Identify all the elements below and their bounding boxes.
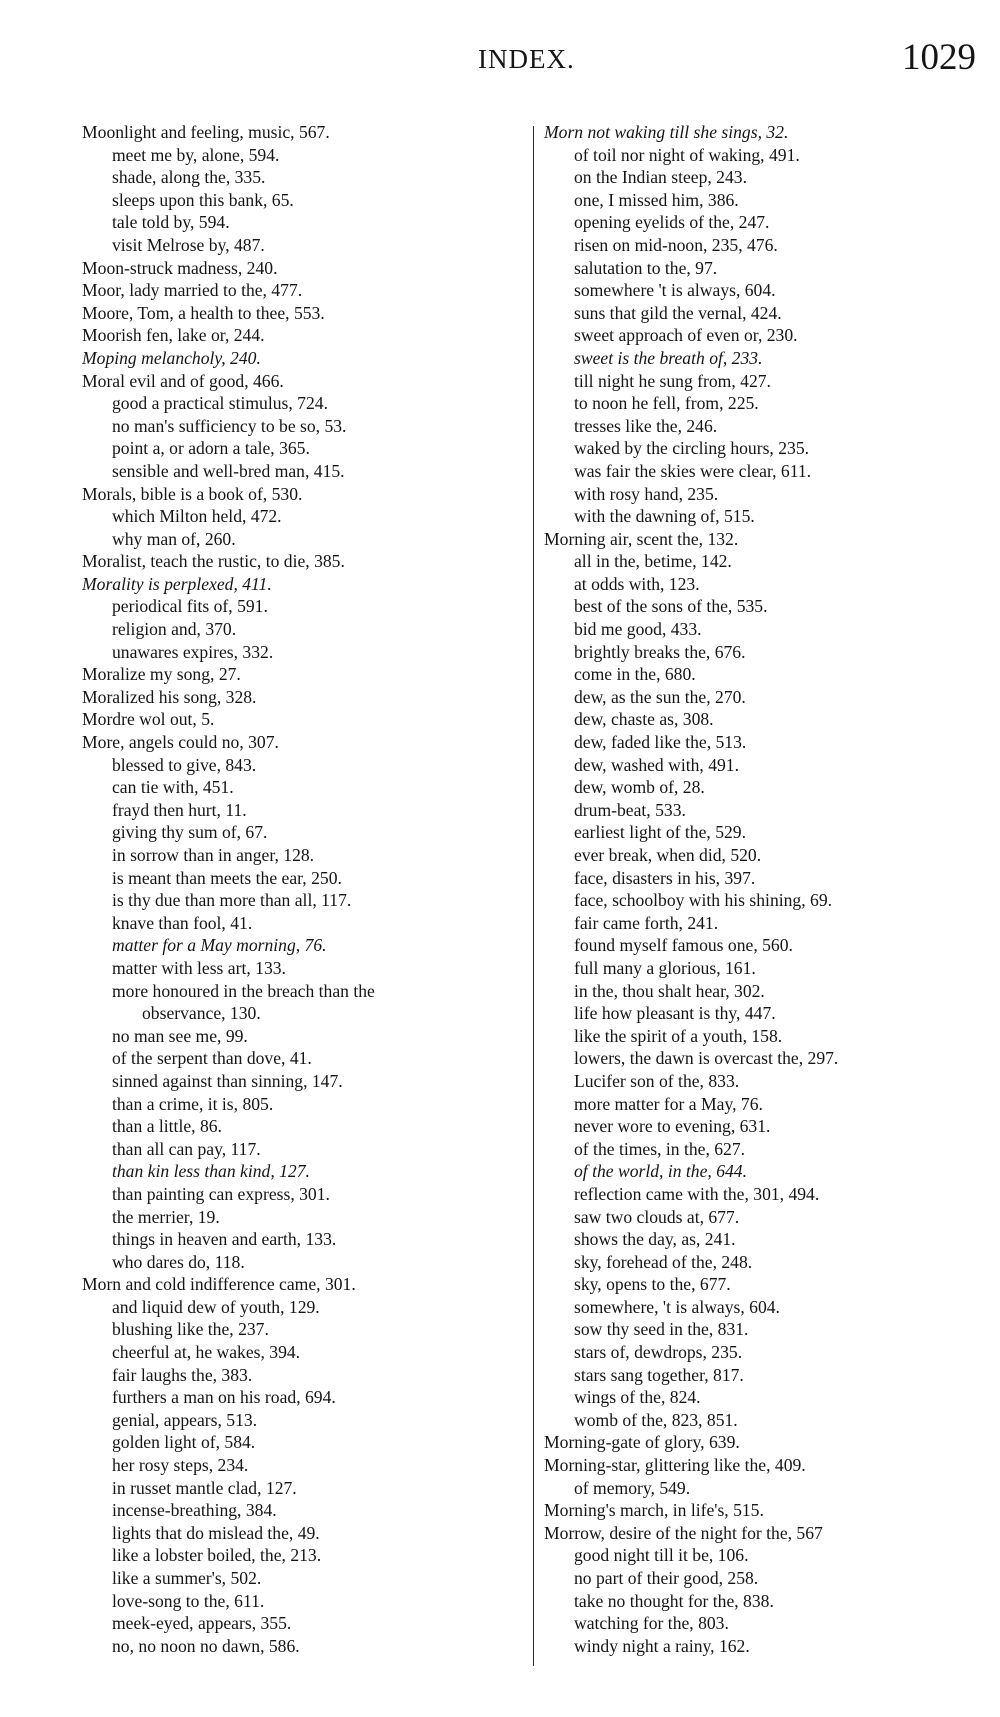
index-entry: things in heaven and earth, 133. [112, 1229, 337, 1250]
index-entry: with rosy hand, 235. [574, 483, 719, 504]
index-entry: Morning-star, glittering like the, 409. [544, 1455, 806, 1476]
index-entry: like the spirit of a youth, 158. [574, 1025, 783, 1046]
index-entry: Morn and cold indifference came, 301. [82, 1274, 356, 1295]
index-entry: bid me good, 433. [574, 619, 702, 640]
index-entry: of toil nor night of waking, 491. [574, 144, 800, 165]
index-entry: Moralist, teach the rustic, to die, 385. [82, 551, 345, 572]
index-entry: with the dawning of, 515. [574, 506, 755, 527]
index-entry: sweet approach of even or, 230. [574, 325, 798, 346]
index-entry: lights that do mislead the, 49. [112, 1522, 320, 1543]
index-entry: shows the day, as, 241. [574, 1229, 736, 1250]
index-entry: love-song to the, 611. [112, 1590, 265, 1611]
index-entry: earliest light of the, 529. [574, 822, 746, 843]
index-entry: sky, opens to the, 677. [574, 1274, 731, 1295]
index-entry: more matter for a May, 76. [574, 1093, 763, 1114]
index-entry: Morning's march, in life's, 515. [544, 1500, 764, 1521]
index-entry: golden light of, 584. [112, 1432, 256, 1453]
index-entry: Morning air, scent the, 132. [544, 528, 739, 549]
index-entry: than all can pay, 117. [112, 1138, 261, 1159]
index-entry: Moral evil and of good, 466. [82, 370, 284, 391]
index-entry: More, angels could no, 307. [82, 732, 279, 753]
index-entry: sweet is the breath of, 233. [574, 347, 763, 368]
index-entry: saw two clouds at, 677. [574, 1206, 740, 1227]
index-entry: visit Melrose by, 487. [112, 234, 265, 255]
index-entry: Moralize my song, 27. [82, 664, 241, 685]
index-entry: observance, 130. [142, 1003, 261, 1024]
index-entry: sleeps upon this bank, 65. [112, 189, 294, 210]
page-header-title: INDEX. [478, 44, 575, 74]
index-entry: why man of, 260. [112, 528, 236, 549]
index-entry: brightly breaks the, 676. [574, 641, 746, 662]
index-entry: Moralized his song, 328. [82, 686, 257, 707]
index-entry: opening eyelids of the, 247. [574, 212, 770, 233]
index-entry: wings of the, 824. [574, 1387, 701, 1408]
index-entry: good a practical stimulus, 724. [112, 393, 328, 414]
index-entry: Mordre wol out, 5. [82, 709, 215, 730]
index-entry: Morrow, desire of the night for the, 567 [544, 1522, 823, 1543]
index-entry: like a lobster boiled, the, 213. [112, 1545, 322, 1566]
index-entry: sensible and well-bred man, 415. [112, 460, 345, 481]
index-entry: than a little, 86. [112, 1116, 222, 1137]
index-entry: furthers a man on his road, 694. [112, 1387, 336, 1408]
index-entry: in sorrow than in anger, 128. [112, 845, 315, 865]
index-entry: Moonlight and feeling, music, 567. [82, 122, 330, 142]
index-entry: her rosy steps, 234. [112, 1455, 249, 1476]
index-entry: is thy due than more than all, 117. [112, 890, 352, 911]
index-entry: at odds with, 123. [574, 573, 700, 594]
index-entry: waked by the circling hours, 235. [574, 438, 810, 459]
index-entry: of the world, in the, 644. [574, 1161, 747, 1182]
index-entry: more honoured in the breach than the [112, 980, 375, 1001]
index-entry: periodical fits of, 591. [112, 596, 268, 617]
index-entry: salutation to the, 97. [574, 257, 718, 278]
index-entry: windy night a rainy, 162. [574, 1635, 750, 1656]
column-divider [533, 126, 534, 1666]
index-entry: come in the, 680. [574, 664, 696, 685]
index-entry: meek-eyed, appears, 355. [112, 1613, 292, 1634]
index-entry: Moping melancholy, 240. [82, 347, 261, 368]
index-entry: which Milton held, 472. [112, 506, 282, 527]
index-entry: dew, chaste as, 308. [574, 709, 714, 730]
index-entry: all in the, betime, 142. [574, 551, 732, 572]
index-entry: matter for a May morning, 76. [112, 935, 327, 956]
index-entry: dew, womb of, 28. [574, 777, 705, 798]
index-entry: incense-breathing, 384. [112, 1500, 277, 1521]
index-entry: womb of the, 823, 851. [574, 1409, 738, 1430]
index-entry: to noon he fell, from, 225. [574, 393, 759, 414]
index-entry: Lucifer son of the, 833. [574, 1070, 740, 1091]
index-entry: risen on mid-noon, 235, 476. [574, 234, 778, 255]
index-entry: full many a glorious, 161. [574, 957, 756, 978]
index-entry: Morning-gate of glory, 639. [544, 1432, 740, 1453]
index-entry: can tie with, 451. [112, 777, 234, 798]
index-entry: drum-beat, 533. [574, 799, 686, 820]
index-entry: till night he sung from, 427. [574, 370, 771, 391]
index-entry: and liquid dew of youth, 129. [112, 1296, 320, 1317]
index-entry: like a summer's, 502. [112, 1568, 262, 1588]
index-entry: of the times, in the, 627. [574, 1138, 746, 1159]
index-entry: face, disasters in his, 397. [574, 867, 756, 888]
index-entry: on the Indian steep, 243. [574, 167, 747, 188]
index-entry: found myself famous one, 560. [574, 935, 793, 956]
index-entry: in the, thou shalt hear, 302. [574, 980, 765, 1001]
index-entry: in russet mantle clad, 127. [112, 1477, 297, 1498]
index-entry: somewhere 't is always, 604. [574, 280, 776, 301]
index-entry: fair came forth, 241. [574, 912, 719, 933]
index-entry: tresses like the, 246. [574, 415, 718, 436]
index-entry: the merrier, 19. [112, 1206, 220, 1227]
index-entry: Morals, bible is a book of, 530. [82, 483, 303, 504]
index-entry: no man's sufficiency to be so, 53. [112, 415, 347, 436]
index-entry: Moor, lady married to the, 477. [82, 280, 303, 301]
index-entry: Morn not waking till she sings, 32. [544, 122, 789, 142]
index-entry: than painting can express, 301. [112, 1183, 330, 1204]
index-entry: dew, faded like the, 513. [574, 732, 747, 753]
index-column-right [544, 121, 964, 1657]
index-entry: face, schoolboy with his shining, 69. [574, 890, 833, 911]
index-entry: genial, appears, 513. [112, 1409, 258, 1430]
index-entry: than a crime, it is, 805. [112, 1093, 274, 1114]
index-entry: religion and, 370. [112, 619, 237, 640]
index-entry: ever break, when did, 520. [574, 845, 762, 865]
index-entry: no part of their good, 258. [574, 1568, 759, 1588]
index-entry: of memory, 549. [574, 1477, 691, 1498]
index-entry: never wore to evening, 631. [574, 1116, 771, 1137]
index-entry: Morality is perplexed, 411. [82, 573, 272, 594]
index-entry: knave than fool, 41. [112, 912, 253, 933]
index-entry: suns that gild the vernal, 424. [574, 302, 782, 323]
page-number: 1029 [902, 37, 976, 78]
index-entry: shade, along the, 335. [112, 167, 266, 188]
index-entry: stars of, dewdrops, 235. [574, 1342, 743, 1363]
index-entry: one, I missed him, 386. [574, 189, 739, 210]
index-entry: matter with less art, 133. [112, 957, 286, 978]
index-entry: watching for the, 803. [574, 1613, 729, 1634]
index-entry: tale told by, 594. [112, 212, 230, 233]
index-entry: sky, forehead of the, 248. [574, 1251, 753, 1272]
index-entry: somewhere, 't is always, 604. [574, 1296, 780, 1317]
index-entry: dew, as the sun the, 270. [574, 686, 746, 707]
index-entry: giving thy sum of, 67. [112, 822, 268, 843]
index-entry: no man see me, 99. [112, 1025, 248, 1046]
index-entry: unawares expires, 332. [112, 641, 274, 662]
index-entry: blessed to give, 843. [112, 754, 257, 775]
index-entry: Moore, Tom, a health to thee, 553. [82, 302, 325, 323]
index-entry: life how pleasant is thy, 447. [574, 1003, 776, 1024]
index-entry: is meant than meets the ear, 250. [112, 867, 342, 888]
index-entry: take no thought for the, 838. [574, 1590, 774, 1611]
index-entry: sow thy seed in the, 831. [574, 1319, 749, 1340]
index-entry: reflection came with the, 301, 494. [574, 1183, 820, 1204]
index-entry: no, no noon no dawn, 586. [112, 1635, 300, 1656]
index-entry: meet me by, alone, 594. [112, 144, 280, 165]
index-entry: who dares do, 118. [112, 1251, 245, 1272]
index-entry: of the serpent than dove, 41. [112, 1048, 312, 1069]
index-entry: cheerful at, he wakes, 394. [112, 1342, 301, 1363]
index-column-left [82, 121, 522, 1657]
index-entry: fair laughs the, 383. [112, 1364, 253, 1385]
index-entry: than kin less than kind, 127. [112, 1161, 310, 1182]
index-entry: best of the sons of the, 535. [574, 596, 768, 617]
index-entry: good night till it be, 106. [574, 1545, 749, 1566]
index-entry: lowers, the dawn is overcast the, 297. [574, 1048, 839, 1069]
index-entry: was fair the skies were clear, 611. [574, 460, 812, 481]
index-entry: Moon-struck madness, 240. [82, 257, 278, 278]
index-entry: stars sang together, 817. [574, 1364, 744, 1385]
index-entry: blushing like the, 237. [112, 1319, 269, 1340]
index-entry: point a, or adorn a tale, 365. [112, 438, 310, 459]
index-entry: sinned against than sinning, 147. [112, 1070, 343, 1091]
index-entry: frayd then hurt, 11. [112, 799, 247, 820]
index-entry: dew, washed with, 491. [574, 754, 739, 775]
index-entry: Moorish fen, lake or, 244. [82, 325, 265, 346]
